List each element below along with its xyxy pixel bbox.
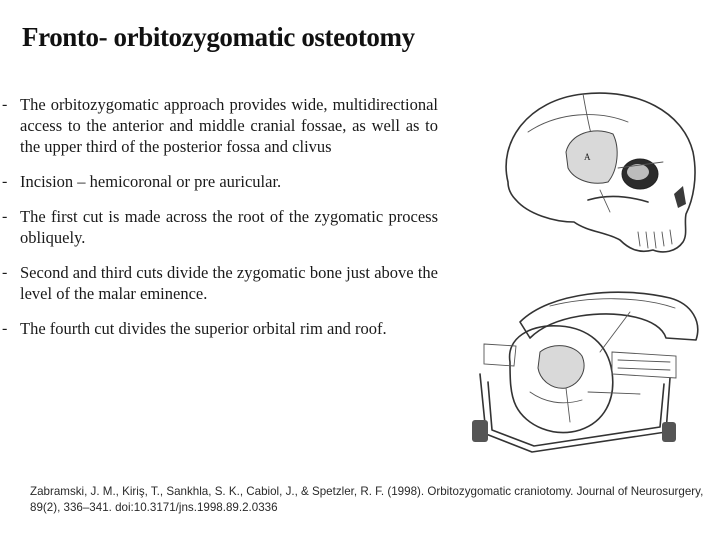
bullet-marker: - [2, 320, 8, 337]
slide-title: Fronto- orbitozygomatic osteotomy [22, 22, 415, 52]
zygomatic-arch [588, 190, 648, 212]
frontal-bone-flap [566, 131, 617, 183]
retractor-frame [472, 374, 676, 452]
head-outline [510, 326, 613, 433]
bullet-item [0, 94, 438, 157]
nasal-cavity [674, 186, 686, 208]
bullet-list [0, 94, 438, 353]
bullet-item [0, 171, 438, 192]
bullet-marker: - [2, 264, 8, 281]
bullet-text: The orbitozygomatic approach provides wide, multidirectional access to the anterior and middle cranial fossae, as well as to the upper third of the posterior fossa and clivus [20, 95, 438, 156]
skull-illustration [488, 82, 702, 267]
bullet-text: Incision – hemicoronal or pre auricular. [20, 172, 282, 191]
bullet-marker: - [2, 96, 8, 113]
bullet-item [0, 318, 438, 339]
teeth [638, 230, 672, 248]
surgical-exposure-illustration [470, 282, 710, 460]
bullet-marker: - [2, 208, 8, 225]
orbit [618, 159, 663, 189]
retracted-scalp [520, 292, 698, 340]
bullet-item [0, 206, 438, 248]
retractor-clamp [662, 422, 676, 442]
citation: Zabramski, J. M., Kiriş, T., Sankhla, S. K., Cabiol, J., & Spetzler, R. F. (1998). Orbitozygomatic craniotomy. Journal of Neurosurgery, 89(2), 336–341. doi:10.3171/jns.1998.89.2.0336 [30, 485, 704, 514]
bullet-text: Second and third cuts divide the zygomatic bone just above the level of the malar eminence. [20, 263, 438, 303]
bullet-text: The fourth cut divides the superior orbital rim and roof. [20, 319, 387, 338]
bullet-marker: - [2, 173, 8, 190]
retractor-clamp [472, 420, 488, 442]
skull-label: A [584, 152, 591, 162]
bullet-item [0, 262, 438, 304]
bullet-text: The first cut is made across the root of the zygomatic process obliquely. [20, 207, 438, 247]
